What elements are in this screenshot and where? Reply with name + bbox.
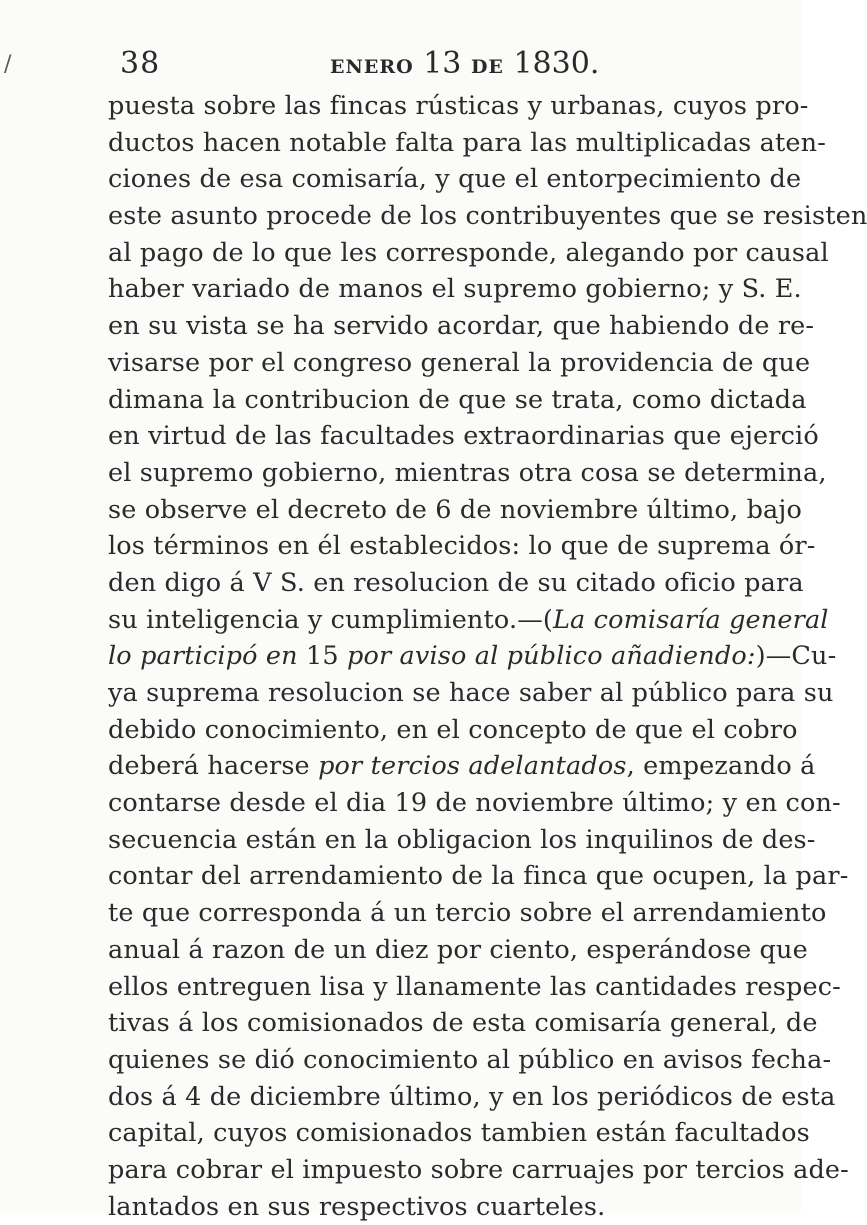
italic-text-segment: por tercios adelantados [318,751,627,782]
text-line [108,161,802,198]
page-number: 38 [120,46,161,81]
text-segment: ya suprema resolucion se hace saber al público para su [108,678,834,708]
text-segment: visarse por el congreso general la providencia de que [108,347,811,378]
text-line [108,271,802,308]
text-line [108,1005,818,1042]
text-segment: 15 [297,641,347,672]
text-segment: ciones de esa comisaría, y que el entorpecimiento de [108,164,802,195]
text-line [108,198,867,235]
text-segment: en su vista se ha servido acordar, que habiendo de re- [108,311,815,342]
text-segment: al pago de lo que les corresponde, alegando por causal [108,237,829,268]
text-line [108,895,827,932]
text-segment: secuencia están en la obligacion los inquilinos de des- [108,824,816,855]
text-segment: debido conocimiento, en el concepto de que el cobro [108,714,798,745]
text-line [108,492,802,529]
text-line [108,125,827,162]
text-line [108,858,849,895]
text-line [108,528,816,565]
text-segment: se observe el decreto de 6 de noviembre último, bajo [108,494,802,525]
text-line [108,308,815,345]
italic-text-segment: lo participó en [108,641,298,672]
text-segment: )—Cu- [755,641,837,672]
text-line [108,638,837,675]
running-head-year: 1830. [513,46,600,81]
running-head-de: DE [470,56,504,78]
text-line [108,969,841,1006]
text-line [108,785,841,822]
text-segment: tivas á los comisionados de esta comisaría general, de [108,1008,818,1039]
text-segment: ductos hacen notable falta para las multiplicadas aten- [108,127,827,158]
text-segment: este asunto procede de los contribuyentes que se resisten [108,201,867,232]
text-line [108,602,829,639]
text-line [108,1079,836,1116]
text-line [108,565,804,602]
text-line [108,382,807,419]
margin-mark: / [4,52,12,77]
text-segment: puesta sobre las fincas rústicas y urbanas, cuyos pro- [108,91,809,121]
text-segment: los términos en él establecidos: lo que de suprema ór- [108,531,816,562]
text-segment: dos á 4 de diciembre último, y en los periódicos de esta [108,1081,836,1112]
body-text [108,88,867,1225]
text-line [108,455,827,492]
text-line [108,1042,832,1079]
text-line [108,88,809,125]
text-segment: contar del arrendamiento de la finca que ocupen, la par- [108,861,849,892]
text-line [108,675,834,712]
text-segment: ellos entreguen lisa y llanamente las cantidades respec- [108,971,841,1002]
text-segment: , empezando á [626,751,816,782]
text-segment: anual á razon de un diez por ciento, esperándose que [108,934,808,965]
text-line [108,235,829,272]
page-header [120,46,760,86]
text-segment: quienes se dió conocimiento al público en avisos fecha- [108,1044,832,1075]
text-segment: el supremo gobierno, mientras otra cosa se determina, [108,457,827,488]
text-segment: den digo á V S. en resolucion de su citado oficio para [108,567,804,598]
text-line [108,1189,780,1225]
running-head-month: ENERO [330,56,414,78]
text-line [108,345,811,382]
text-line [108,418,819,455]
text-line [108,712,798,749]
text-segment: en virtud de las facultades extraordinarias que ejerció [108,421,819,452]
text-segment: su inteligencia y cumplimiento.—( [108,604,553,635]
text-segment: deberá hacerse [108,751,319,782]
italic-text-segment: por aviso al público añadiendo: [346,641,756,672]
text-line [108,1152,849,1189]
text-segment: lantados en sus respectivos cuarteles. [108,1191,606,1222]
text-segment: haber variado de manos el supremo gobierno; y S. E. [108,274,802,305]
running-head [330,46,599,85]
text-line [108,1115,810,1152]
text-segment: para cobrar el impuesto sobre carruajes por tercios ade- [108,1154,849,1185]
text-line [108,748,816,785]
text-segment: capital, cuyos comisionados tambien están facultados [108,1118,810,1149]
running-head-day: 13 [423,46,462,81]
italic-text-segment: La comisaría general [552,604,829,635]
text-segment: dimana la contribucion de que se trata, como dictada [108,384,807,415]
text-segment: contarse desde el dia 19 de noviembre último; y en con- [108,788,841,819]
text-segment: te que corresponda á un tercio sobre el arrendamiento [108,898,827,929]
text-line [108,822,816,859]
text-line [108,932,808,969]
